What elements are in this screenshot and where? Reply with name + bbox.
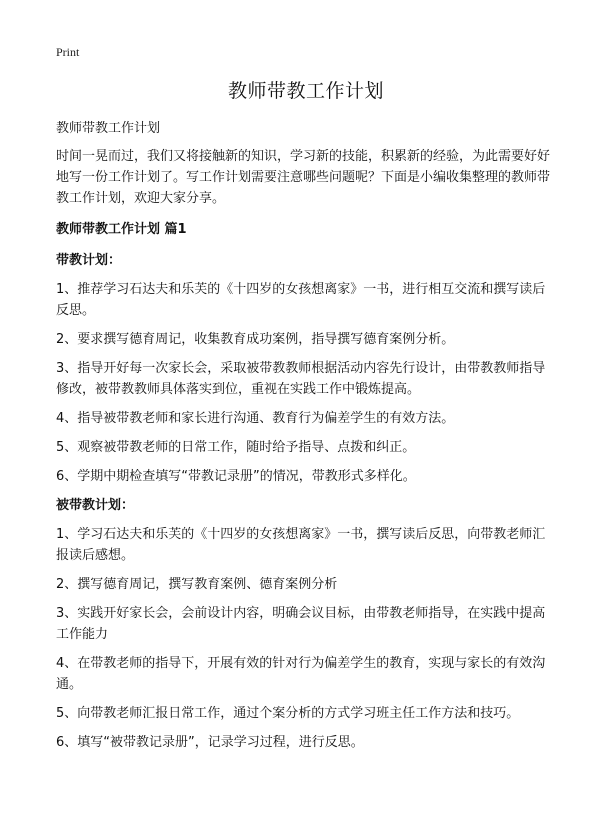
mentor-plan-item: 3、指导开好每一次家长会，采取被带教教师根据活动内容先行设计，由带教教师指导修改，被带教教师具体落实到位，重视在实践工作中锻炼提高。 <box>56 361 546 397</box>
mentee-plan-item: 5、向带教老师汇报日常工作，通过个案分析的方式学习班主任工作方法和技巧。 <box>56 706 520 721</box>
intro-paragraph: 时间一晃而过，我们又将接触新的知识，学习新的技能，积累新的经验，为此需要好好地写一份工作计划了。写工作计划需要注意哪些问题呢？下面是小编收集整理的教师带教工作计划，欢迎大家分享。 <box>56 149 551 206</box>
mentor-plan-item: 5、观察被带教老师的日常工作，随时给予指导、点拨和纠正。 <box>56 440 416 455</box>
mentor-plan-heading: 带教计划： <box>56 253 122 268</box>
document-subtitle: 教师带教工作计划 <box>56 121 161 136</box>
mentor-plan-item: 2、要求撰写德育周记，收集教育成功案例，指导撰写德育案例分析。 <box>56 332 455 347</box>
mentor-plan-item: 1、推荐学习石达夫和乐芙的《十四岁的女孩想离家》一书，进行相互交流和撰写读后反思。 <box>56 282 546 318</box>
section-heading: 教师带教工作计划 篇1 <box>56 222 187 237</box>
mentor-plan-item: 6、学期中期检查填写“带教记录册”的情况，带教形式多样化。 <box>56 469 416 484</box>
mentee-plan-item: 4、在带教老师的指导下，开展有效的针对行为偏差学生的教育，实现与家长的有效沟通。 <box>56 656 546 692</box>
mentee-plan-heading: 被带教计划： <box>56 498 135 513</box>
mentee-plan-item: 2、撰写德育周记，撰写教育案例、德育案例分析 <box>56 577 338 592</box>
mentor-plan-item: 4、指导被带教老师和家长进行沟通、教育行为偏差学生的有效方法。 <box>56 411 455 426</box>
mentee-plan-item: 6、填写“被带教记录册”，记录学习过程，进行反思。 <box>56 735 364 750</box>
mentee-plan-item: 3、实践开好家长会，会前设计内容，明确会议目标，由带教老师指导，在实践中提高工作能力 <box>56 606 546 642</box>
print-link[interactable]: Print <box>56 45 80 59</box>
mentee-plan-item: 1、学习石达夫和乐芙的《十四岁的女孩想离家》一书，撰写读后反思，向带教老师汇报读后感想。 <box>56 527 546 563</box>
document-title: 教师带教工作计划 <box>227 80 384 102</box>
